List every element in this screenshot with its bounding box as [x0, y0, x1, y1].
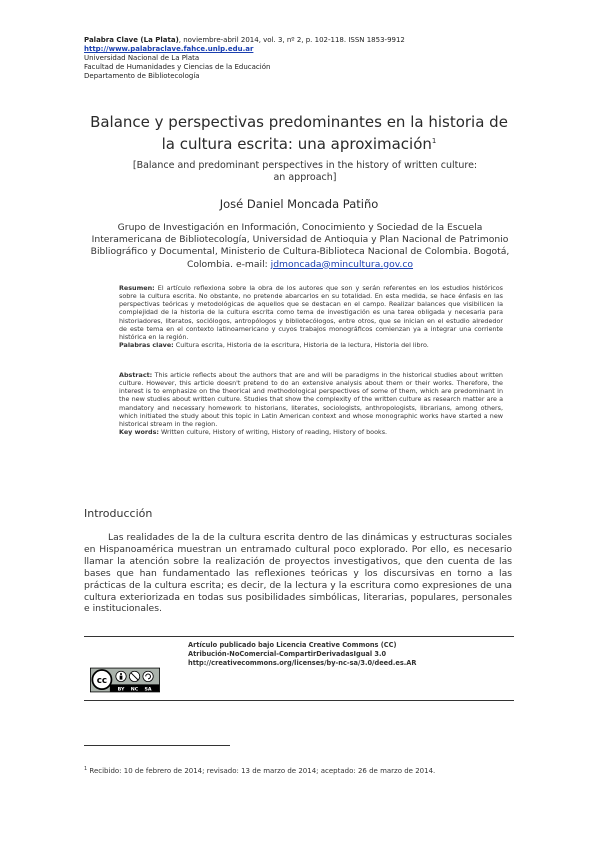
license-text: [188, 641, 508, 667]
affiliation-text: Grupo de Investigación en Información, Conocimiento y Sociedad de la Escuela Interamericana de Bibliotecología, Universidad de Antioquia y Plan Nacional de Patrimonio Bibliográfico y Documental, Ministerio de Cultura-Biblioteca Nacional de Colombia. Bogotá, Colombia. e-mail:: [90, 222, 510, 270]
license-line-1: Artículo publicado bajo Licencia Creative Commons (CC): [188, 641, 397, 649]
article-title: [84, 113, 514, 153]
faculty-name: Facultad de Humanidades y Ciencias de la Educación: [84, 63, 271, 72]
license-rule-bottom: [84, 700, 514, 701]
author-name: José Daniel Moncada Patiño: [219, 197, 379, 211]
resumen-label: Resumen:: [119, 284, 155, 292]
journal-name: Palabra Clave (La Plata): [84, 36, 179, 44]
by-label: BY: [117, 687, 125, 693]
article-subtitle: [Balance and predominant perspectives in the history of written culture: an approach]: [132, 160, 478, 183]
title-footnote-mark[interactable]: 1: [431, 136, 437, 145]
intro-paragraph: Las realidades de la de la cultura escrita dentro de las dinámicas y estructuras sociales en Hispanoamérica muestran un entramado cultural poco explorado. Por ello, es necesario llamar la atención sobre la realización de proyectos investigativos, que den cuenta de las bases que han fundamentado las reflexiones teóricas y los discursivas en torno a las prácticas de la cultura escrita; es decir, de la lectura y la escritura como expresiones de una cultura exteriorizada en todas sus posibilidades simbólicas, literarias, populares, personales e institucionales.: [84, 532, 512, 615]
sa-label: SA: [144, 687, 152, 693]
journal-header: [84, 36, 524, 81]
sa-share-icon: [143, 671, 153, 681]
palabras-clave-text: Cultura escrita, Historia de la escritura, Historia de la lectura, Historia del libro.: [175, 341, 429, 350]
abstract-text: This article reflects about the authors that are and will be paradigms in the historical studies about written culture. However, this article doesn't pretend to do an extensive analysis about them or their works. Therefore, the interest is to emphasize on the theorical and methodological perspectives of some of them, which are predominant in the new studies about written culture. Studies that show the complexity of the written culture as research matter are a mandatory and necessary homework to historians, literates, sociologists, anthropologists, librarians, among others, which initiated the study about this topic in Latin American context and whose monographic works have started a new historical stream in the region.: [119, 371, 503, 428]
license-line-2: Atribución-NoComercial-CompartirDerivadasIgual 3.0: [188, 649, 387, 658]
cc-logo-text: cc: [96, 675, 108, 686]
nc-label: NC: [130, 687, 139, 693]
journal-issue: , noviembre-abril 2014, vol. 3, nº 2, p. 102-118. ISSN 1853-9912: [178, 36, 405, 44]
abstract-block: [119, 371, 503, 436]
footnote-text: Recibido: 10 de febrero de 2014; revisado: 13 de marzo de 2014; aceptado: 26 de marzo de 2014.: [87, 767, 436, 775]
license-rule-top: [84, 636, 514, 637]
author-affiliation: [90, 222, 510, 271]
creative-commons-badge[interactable]: [90, 667, 160, 693]
author-email-link[interactable]: jdmoncada@mincultura.gov.co: [270, 258, 414, 270]
footnote-separator: [84, 745, 230, 746]
palabras-clave-label: Palabras clave:: [119, 341, 174, 350]
key-words-label: Key words:: [119, 428, 159, 437]
article-title-text: Balance y perspectivas predominantes en la historia de la cultura escrita: una aproximación: [90, 113, 508, 153]
resumen-text: El artículo reflexiona sobre la obra de los autores que son y serán referentes en los estudios históricos sobre la cultura escrita. No obstante, no pretende abarcarlos en su totalidad. En esta medida, se hace énfasis en las perspectivas teóricas y metodológicas de aquellos que se destacan en el campo. Realizar balances que visibilicen la complejidad de la historia de la cultura escrita como tema de investigación es una tarea obligada y necesaria para historiadores, literatos, sociólogos, antropólogos y bibliotecólogos, entre otros, que se inician en el estudio alrededor de este tema en el contexto latinoamericano y cuyos trabajos monográficos comienzan ya a integrar una corriente histórica en la región.: [119, 284, 503, 341]
footnote-mark: 1: [84, 766, 88, 772]
department-name: Departamento de Bibliotecología: [84, 72, 200, 81]
journal-url-link[interactable]: http://www.palabraclave.fahce.unlp.edu.ar: [84, 45, 254, 54]
abstract-label: Abstract:: [119, 371, 153, 379]
journal-citation: [84, 36, 524, 45]
intro-heading: Introducción: [84, 507, 153, 520]
footnote: [84, 766, 514, 775]
key-words-text: Written culture, History of writing, History of reading, History of books.: [161, 428, 388, 437]
university-name: Universidad Nacional de La Plata: [84, 54, 200, 63]
license-url-link[interactable]: http://creativecommons.org/licenses/by-nc-sa/3.0/deed.es.AR: [188, 658, 417, 667]
resumen-block: [119, 284, 503, 349]
